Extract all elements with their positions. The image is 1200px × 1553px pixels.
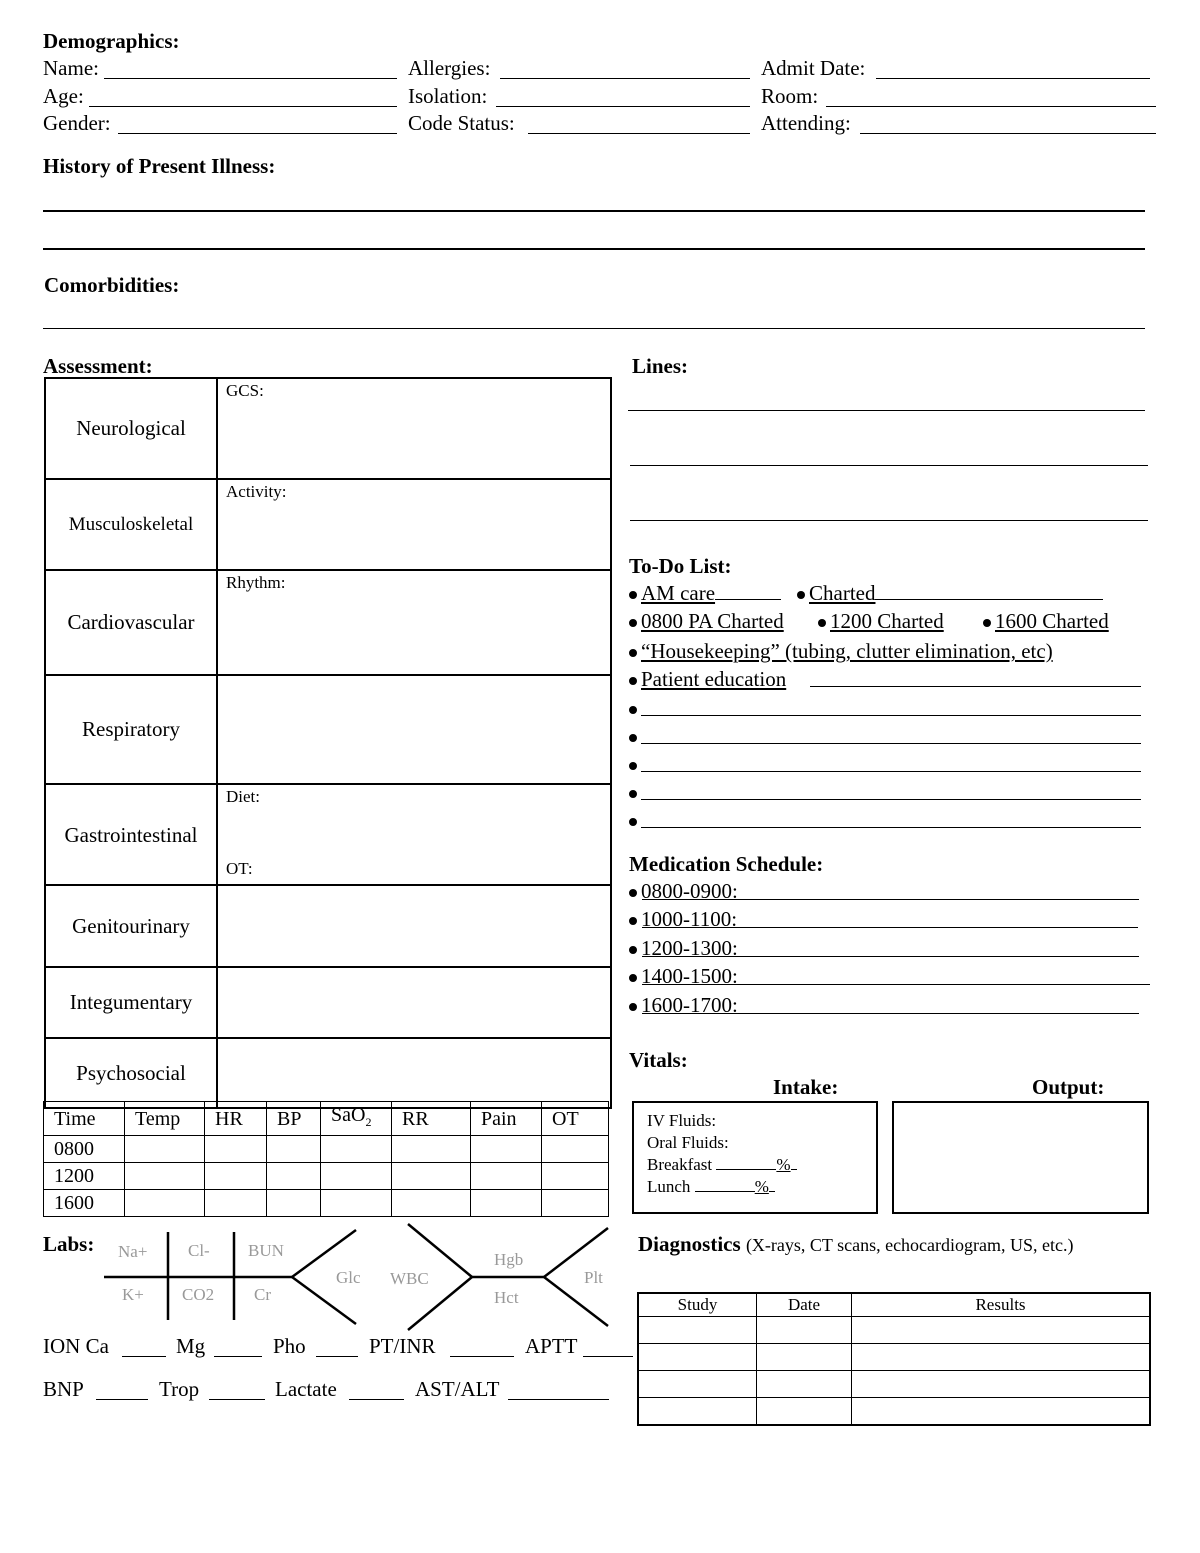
code-status-label: Code Status:	[408, 111, 515, 135]
todo-item-housekeeping[interactable]	[629, 639, 1053, 664]
bullet-icon	[629, 917, 637, 925]
labs-title: Labs:	[43, 1232, 95, 1256]
age-field[interactable]	[89, 106, 397, 107]
psych-notes[interactable]	[217, 1038, 611, 1108]
med-line[interactable]	[642, 927, 1138, 928]
med-slot[interactable]	[629, 964, 738, 989]
bullet-icon	[629, 790, 637, 798]
lab-glc[interactable]: Glc	[336, 1268, 361, 1287]
todo-item-1200[interactable]	[818, 609, 944, 634]
vitals-cell[interactable]	[542, 1136, 609, 1163]
lab-aptt: APTT	[525, 1334, 578, 1358]
diag-cell[interactable]	[852, 1398, 1151, 1426]
vitals-cell[interactable]	[471, 1190, 542, 1217]
pct-symbol: %	[754, 1177, 769, 1196]
vitals-header-temp: Temp	[125, 1102, 205, 1136]
intake-box[interactable]	[632, 1101, 878, 1214]
hpi-title: History of Present Illness:	[43, 154, 276, 178]
todo-empty-line[interactable]	[641, 771, 1141, 772]
vitals-header-time: Time	[44, 1102, 125, 1136]
diag-cell[interactable]	[852, 1344, 1151, 1371]
vitals-cell[interactable]	[267, 1163, 321, 1190]
bullet-icon	[629, 706, 637, 714]
diag-cell[interactable]	[638, 1371, 757, 1398]
gender-field[interactable]	[118, 133, 397, 134]
system-cardiovascular: Cardiovascular	[45, 570, 217, 675]
bullet-icon	[629, 1003, 637, 1011]
todo-blank	[715, 599, 781, 600]
medication-title: Medication Schedule:	[629, 852, 824, 876]
hpi-line-2[interactable]	[43, 248, 1145, 250]
system-genitourinary: Genitourinary	[45, 885, 217, 967]
vitals-cell[interactable]	[392, 1163, 471, 1190]
diagnostics-note: (X-rays, CT scans, echocardiogram, US, etc.)	[745, 1235, 1074, 1255]
output-label: Output:	[1032, 1075, 1105, 1099]
lab-wbc[interactable]: WBC	[390, 1269, 429, 1288]
system-neurological: Neurological	[45, 378, 217, 479]
system-gastrointestinal	[45, 784, 217, 885]
todo-empty-line[interactable]	[641, 799, 1141, 800]
breakfast-row	[647, 1155, 797, 1175]
diag-cell[interactable]	[852, 1371, 1151, 1398]
sao-sub: 2	[365, 1115, 372, 1129]
diag-cell[interactable]	[852, 1317, 1151, 1344]
lactate-field[interactable]	[349, 1399, 404, 1400]
vitals-header-rr: RR	[392, 1102, 471, 1136]
todo-empty-bullet	[629, 780, 641, 805]
todo-item-0800[interactable]	[629, 609, 784, 634]
todo-empty-bullet	[629, 808, 641, 833]
attending-label: Attending:	[761, 111, 851, 135]
bnp-field[interactable]	[96, 1399, 148, 1400]
vitals-cell[interactable]	[205, 1163, 267, 1190]
ast-alt-field[interactable]	[508, 1399, 609, 1400]
todo-empty-line[interactable]	[641, 715, 1141, 716]
resp-notes[interactable]	[217, 675, 611, 784]
diag-cell[interactable]	[757, 1344, 852, 1371]
lab-cr[interactable]: Cr	[254, 1285, 271, 1304]
todo-empty-line[interactable]	[641, 827, 1141, 828]
isolation-field[interactable]	[496, 106, 750, 107]
integ-notes[interactable]	[217, 967, 611, 1038]
diag-cell[interactable]	[757, 1371, 852, 1398]
vitals-cell[interactable]	[542, 1190, 609, 1217]
bullet-icon	[629, 762, 637, 770]
breakfast-label: Breakfast	[647, 1155, 713, 1174]
lunch-row	[647, 1177, 775, 1197]
sao-text: SaO	[331, 1104, 366, 1126]
todo-housekeeping-text: “Housekeeping” (tubing, clutter elimination, etc)	[641, 639, 1053, 663]
vitals-cell[interactable]	[321, 1163, 392, 1190]
lab-bun[interactable]: BUN	[248, 1241, 284, 1260]
todo-empty-bullet	[629, 752, 641, 777]
todo-1200-text: 1200 Charted	[830, 609, 944, 633]
vitals-header-hr: HR	[205, 1102, 267, 1136]
activity-label: Activity:	[226, 482, 287, 501]
lab-plt[interactable]: Plt	[584, 1268, 603, 1287]
diag-cell[interactable]	[638, 1398, 757, 1426]
lab-k[interactable]: K+	[122, 1285, 144, 1304]
lab-mg: Mg	[176, 1334, 206, 1358]
todo-item-1600[interactable]	[983, 609, 1109, 634]
code-status-field[interactable]	[528, 133, 750, 134]
diagnostics-table	[637, 1292, 1151, 1426]
neuro-notes[interactable]	[217, 378, 611, 479]
comorbidities-title: Comorbidities:	[44, 273, 180, 297]
vitals-header-ot: OT	[542, 1102, 609, 1136]
pho-field[interactable]	[316, 1356, 358, 1357]
bullet-icon	[629, 946, 637, 954]
lab-cl[interactable]: Cl-	[188, 1241, 210, 1260]
bullet-icon	[629, 619, 637, 627]
bullet-icon	[629, 677, 637, 685]
comorbidities-line[interactable]	[43, 328, 1145, 329]
lab-lactate: Lactate	[275, 1377, 337, 1401]
attending-field[interactable]	[860, 133, 1156, 134]
lab-trop: Trop	[159, 1377, 200, 1401]
todo-item-charted[interactable]	[797, 581, 1103, 606]
lab-ion-ca: ION Ca	[43, 1334, 109, 1358]
vitals-cell[interactable]	[267, 1190, 321, 1217]
vitals-header-pain: Pain	[471, 1102, 542, 1136]
med-time: 0800-0900:	[641, 879, 738, 903]
name-field[interactable]	[104, 78, 397, 79]
lab-hgb[interactable]: Hgb	[494, 1250, 524, 1269]
bullet-icon	[629, 734, 637, 742]
diag-header-study: Study	[638, 1293, 757, 1317]
diag-header-date: Date	[757, 1293, 852, 1317]
todo-empty-bullet	[629, 724, 641, 749]
vitals-cell[interactable]	[392, 1190, 471, 1217]
gcs-label: GCS:	[226, 381, 264, 400]
vitals-cell[interactable]	[542, 1163, 609, 1190]
todo-charted-text: Charted	[809, 581, 876, 605]
cardio-notes[interactable]	[217, 570, 611, 675]
vitals-cell[interactable]	[321, 1190, 392, 1217]
vitals-cell[interactable]	[321, 1136, 392, 1163]
mg-field[interactable]	[214, 1356, 262, 1357]
todo-item-education[interactable]	[629, 667, 786, 692]
admit-date-field[interactable]	[876, 78, 1150, 79]
diagnostics-heading	[638, 1232, 1074, 1257]
assessment-title: Assessment:	[43, 354, 153, 378]
allergies-field[interactable]	[500, 78, 750, 79]
diag-cell[interactable]	[638, 1344, 757, 1371]
bullet-icon	[629, 818, 637, 826]
name-label: Name:	[43, 56, 99, 80]
system-musculoskeletal: Musculoskeletal	[45, 479, 217, 570]
bullet-icon	[797, 591, 805, 599]
breakfast-blank[interactable]	[716, 1169, 776, 1170]
bullet-icon	[629, 591, 637, 599]
bullet-icon	[629, 889, 637, 897]
room-field[interactable]	[826, 106, 1156, 107]
med-time: 1000-1100:	[641, 907, 738, 931]
vitals-cell[interactable]	[205, 1136, 267, 1163]
vitals-cell[interactable]	[125, 1163, 205, 1190]
lab-ast-alt: AST/ALT	[415, 1377, 500, 1401]
med-line[interactable]	[642, 956, 1139, 957]
lunch-blank[interactable]	[695, 1191, 755, 1192]
bullet-icon	[629, 649, 637, 657]
lines-title: Lines:	[632, 354, 689, 378]
isolation-label: Isolation:	[408, 84, 488, 108]
lines-line-1[interactable]	[628, 410, 1145, 411]
output-box[interactable]	[892, 1101, 1149, 1214]
med-slot[interactable]	[629, 993, 738, 1018]
trop-field[interactable]	[209, 1399, 265, 1400]
diag-cell[interactable]	[757, 1317, 852, 1344]
vitals-cell[interactable]	[471, 1163, 542, 1190]
todo-education-blank[interactable]	[810, 686, 1141, 687]
assessment-table	[44, 377, 612, 1109]
todo-title: To-Do List:	[629, 554, 732, 578]
vitals-cell[interactable]	[471, 1136, 542, 1163]
pt-inr-field[interactable]	[450, 1356, 514, 1357]
todo-0800-text: 0800 PA Charted	[641, 609, 784, 633]
vitals-time: 1200	[44, 1163, 125, 1190]
vitals-header-bp: BP	[267, 1102, 321, 1136]
gu-notes[interactable]	[217, 885, 611, 967]
aptt-field[interactable]	[583, 1356, 633, 1357]
bullet-icon	[629, 974, 637, 982]
demographics-title: Demographics:	[43, 29, 180, 53]
lab-hct[interactable]: Hct	[494, 1288, 519, 1307]
hpi-line-1[interactable]	[43, 210, 1145, 212]
system-integumentary: Integumentary	[45, 967, 217, 1038]
gender-label: Gender:	[43, 111, 111, 135]
diagnostics-title: Diagnostics	[638, 1232, 741, 1256]
med-line[interactable]	[642, 984, 1150, 985]
intake-label: Intake:	[773, 1075, 839, 1099]
vitals-table	[43, 1101, 609, 1217]
med-line[interactable]	[642, 899, 1139, 900]
lunch-label: Lunch	[647, 1177, 691, 1196]
med-slot[interactable]	[629, 936, 738, 961]
todo-1600-text: 1600 Charted	[995, 609, 1109, 633]
room-label: Room:	[761, 84, 819, 108]
vitals-header-sao2	[321, 1102, 392, 1136]
bullet-icon	[818, 619, 826, 627]
todo-education-text: Patient education	[641, 667, 787, 691]
gi-notes[interactable]	[217, 784, 611, 885]
todo-empty-line[interactable]	[641, 743, 1141, 744]
oral-fluids-label: Oral Fluids:	[647, 1133, 729, 1152]
lab-na[interactable]: Na+	[118, 1242, 148, 1261]
ion-ca-field[interactable]	[122, 1356, 166, 1357]
admit-date-label: Admit Date:	[761, 56, 866, 80]
med-time: 1400-1500:	[641, 964, 738, 988]
rhythm-label: Rhythm:	[226, 573, 286, 592]
med-slot[interactable]	[629, 907, 737, 932]
vitals-time: 1600	[44, 1190, 125, 1217]
age-label: Age:	[43, 84, 84, 108]
todo-empty-bullet	[629, 696, 641, 721]
msk-notes[interactable]	[217, 479, 611, 570]
todo-item-am-care[interactable]	[629, 581, 781, 606]
bullet-icon	[983, 619, 991, 627]
vitals-cell[interactable]	[267, 1136, 321, 1163]
lines-line-2[interactable]	[630, 465, 1148, 466]
lab-bnp: BNP	[43, 1377, 84, 1401]
pct-symbol: %	[776, 1155, 791, 1174]
med-time: 1200-1300:	[641, 936, 738, 960]
vitals-cell[interactable]	[125, 1136, 205, 1163]
diet-label: Diet:	[226, 787, 260, 806]
system-psychosocial: Psychosocial	[45, 1038, 217, 1108]
vitals-title: Vitals:	[629, 1048, 688, 1072]
vitals-cell[interactable]	[205, 1190, 267, 1217]
med-line[interactable]	[642, 1013, 1139, 1014]
lab-pho: Pho	[273, 1334, 306, 1358]
pct-tail	[791, 1169, 797, 1170]
med-slot[interactable]	[629, 879, 738, 904]
todo-am-care-text: AM care	[641, 581, 716, 605]
allergies-label: Allergies:	[408, 56, 491, 80]
pct-tail	[769, 1191, 775, 1192]
iv-fluids-label: IV Fluids:	[647, 1111, 717, 1130]
system-respiratory: Respiratory	[45, 675, 217, 784]
lines-line-3[interactable]	[630, 520, 1148, 521]
vitals-cell[interactable]	[125, 1190, 205, 1217]
vitals-cell[interactable]	[392, 1136, 471, 1163]
med-time: 1600-1700:	[641, 993, 738, 1017]
diag-header-results: Results	[852, 1293, 1151, 1317]
diag-cell[interactable]	[638, 1317, 757, 1344]
diag-cell[interactable]	[757, 1398, 852, 1426]
lab-co2[interactable]: CO2	[182, 1285, 215, 1304]
vitals-time: 0800	[44, 1136, 125, 1163]
lab-pt-inr: PT/INR	[369, 1334, 436, 1358]
ot-label: OT:	[226, 859, 253, 878]
gi-label: Gastrointestinal	[64, 822, 198, 847]
todo-blank	[875, 599, 1103, 600]
